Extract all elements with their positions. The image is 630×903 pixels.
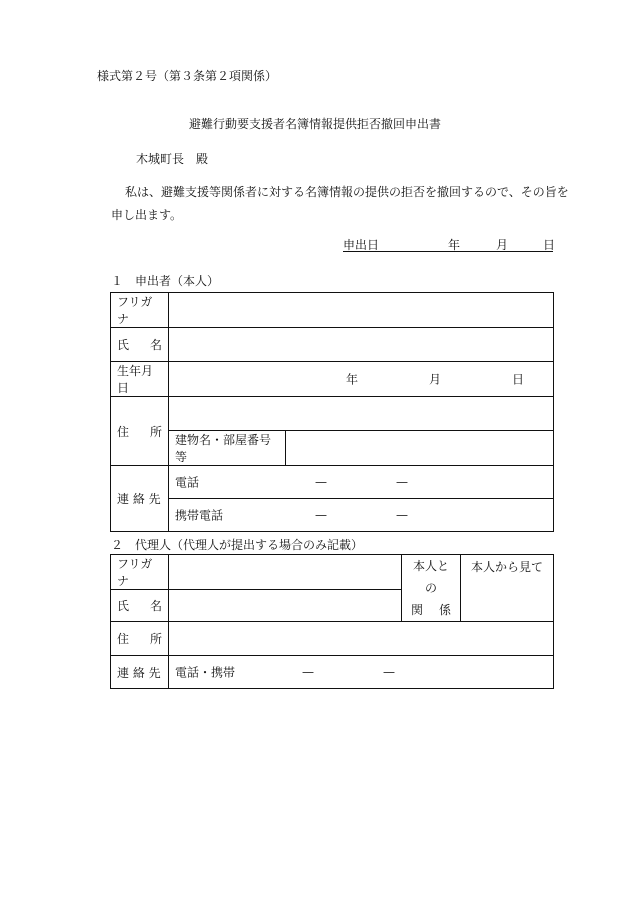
- date-month-label: 月: [496, 238, 509, 252]
- date-label: 申出日: [343, 238, 380, 252]
- proxy-phone-field[interactable]: [169, 656, 554, 689]
- proxy-address-row: [111, 622, 554, 656]
- date-day-label: 日: [543, 238, 556, 252]
- section2-title: ２ 代理人（代理人が提出する場合のみ記載）: [111, 538, 364, 552]
- phone-dash-1: —: [315, 475, 327, 489]
- page-title: 避難行動要支援者名簿情報提供拒否撤回申出書: [188, 117, 441, 131]
- proxy-name-field[interactable]: [169, 590, 402, 622]
- proxy-furigana-row: [111, 555, 554, 590]
- date-year-label: 年: [448, 238, 461, 252]
- proxy-phone-dash-2: —: [383, 665, 395, 679]
- address-label: 住 所: [111, 397, 169, 466]
- birth-year-label: 年: [346, 372, 359, 387]
- proxy-address-label: 住 所: [111, 622, 169, 656]
- proxy-contact-row: [111, 656, 554, 689]
- relation-label: 本人との 関 係: [402, 555, 461, 622]
- proxy-address-field[interactable]: [169, 622, 554, 656]
- contact-label: 連 絡 先: [111, 466, 169, 532]
- applicant-table: [110, 292, 554, 532]
- proxy-phone-dash-1: —: [302, 665, 314, 679]
- applicant-furigana-field[interactable]: [169, 293, 554, 328]
- form-number: 様式第２号（第３条第２項関係）: [97, 69, 278, 83]
- phone-dash-2: —: [396, 475, 408, 489]
- relation-note: 本人から見て: [470, 560, 543, 574]
- birth-day-label: 日: [512, 372, 525, 387]
- phone-label: 電話: [175, 475, 200, 490]
- proxy-name-label: 氏 名: [111, 590, 169, 622]
- applicant-birthdate-row: [111, 362, 554, 397]
- applicant-furigana-row: [111, 293, 554, 328]
- applicant-name-field[interactable]: [169, 328, 554, 362]
- applicant-phone-row: [111, 466, 554, 499]
- proxy-phone-label: 電話・携帯: [175, 665, 236, 680]
- applicant-birthdate-field[interactable]: [169, 362, 554, 397]
- proxy-furigana-label: フリガナ: [111, 555, 169, 590]
- birth-month-label: 月: [429, 372, 442, 387]
- proxy-contact-label: 連 絡 先: [111, 656, 169, 689]
- proxy-furigana-field[interactable]: [169, 555, 402, 590]
- application-date-line[interactable]: [343, 236, 556, 252]
- section1-title: １ 申出者（本人）: [111, 274, 220, 288]
- applicant-building-field[interactable]: [286, 431, 554, 466]
- applicant-mobile-row: [111, 499, 554, 532]
- applicant-name-row: [111, 328, 554, 362]
- birthdate-label: 生年月日: [111, 362, 169, 397]
- mobile-label: 携帯電話: [175, 508, 224, 523]
- building-label: 建物名・部屋番号等: [169, 431, 286, 466]
- name-label: 氏 名: [111, 328, 169, 362]
- mobile-dash-1: —: [315, 508, 327, 522]
- applicant-mobile-field[interactable]: [169, 499, 554, 532]
- proxy-table: [110, 554, 554, 689]
- applicant-building-row: [111, 431, 554, 466]
- applicant-address-field[interactable]: [169, 397, 554, 431]
- mobile-dash-2: —: [396, 508, 408, 522]
- declaration-text: 私は、避難支援等関係者に対する名簿情報の提供の拒否を撤回するので、その旨を申し出ます。: [111, 185, 569, 222]
- relation-field[interactable]: [461, 555, 554, 622]
- addressee: 木城町長 殿: [136, 152, 209, 166]
- applicant-phone-field[interactable]: [169, 466, 554, 499]
- furigana-label: フリガナ: [111, 293, 169, 328]
- applicant-address-row: [111, 397, 554, 431]
